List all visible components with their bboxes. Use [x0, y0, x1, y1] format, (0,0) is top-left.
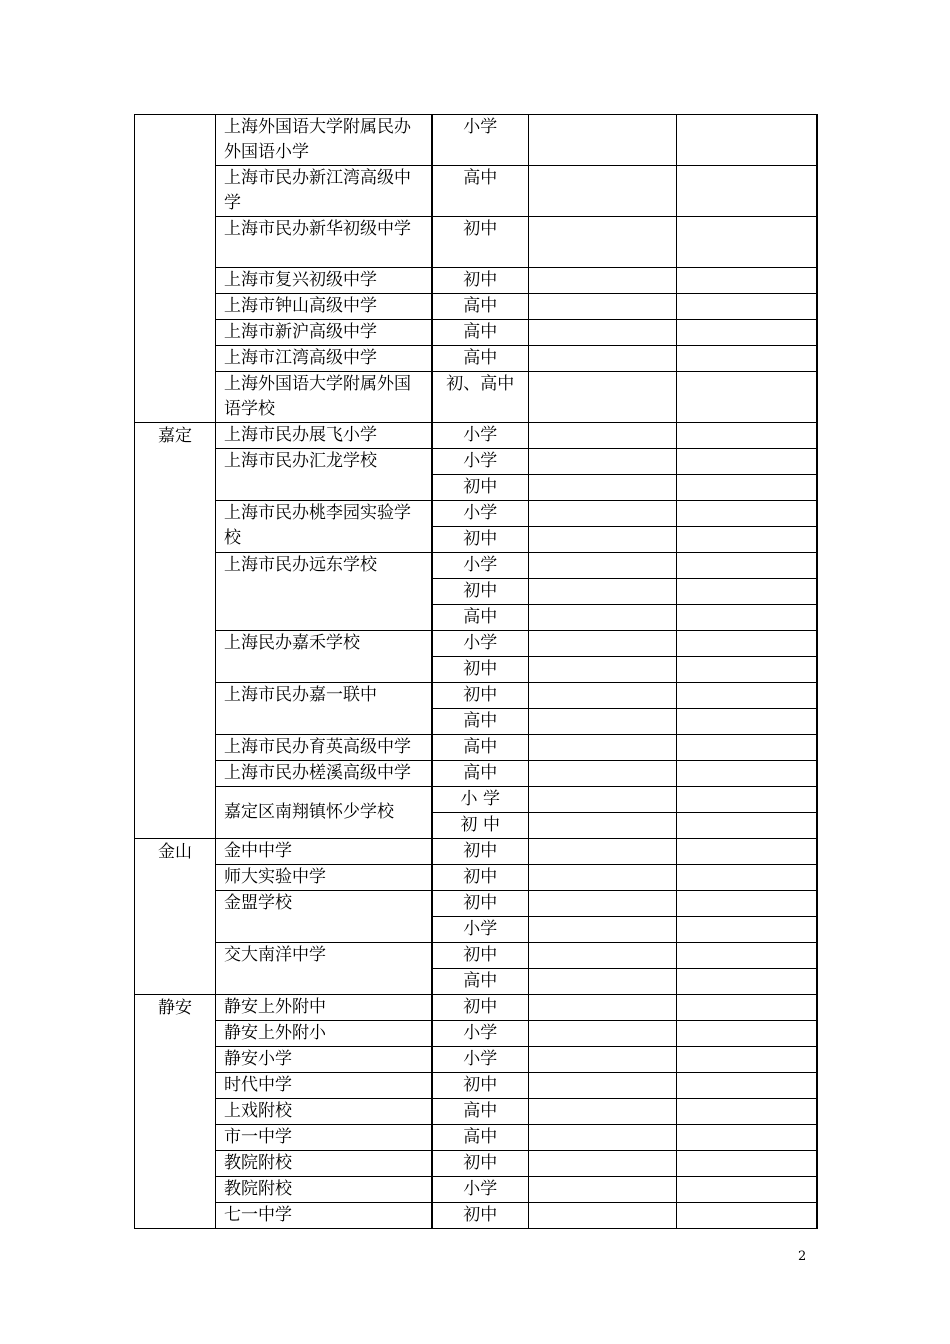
blank-cell [529, 1021, 677, 1047]
level-cell: 小学 [432, 1177, 529, 1203]
school-name-cell: 上海市新沪高级中学 [216, 320, 432, 346]
level-cell: 小学 [432, 553, 529, 579]
table-row [135, 115, 817, 166]
blank-cell [529, 320, 677, 346]
blank-cell [677, 501, 817, 527]
blank-cell [529, 943, 677, 969]
table-row [135, 294, 817, 320]
blank-cell [529, 735, 677, 761]
blank-cell [677, 449, 817, 475]
table-row [135, 839, 817, 865]
blank-cell [677, 917, 817, 943]
blank-cell [529, 1073, 677, 1099]
level-cell: 小学 [432, 1021, 529, 1047]
table-row [135, 423, 817, 449]
table-row [135, 449, 817, 475]
level-cell: 高中 [432, 761, 529, 787]
level-cell: 小学 [432, 423, 529, 449]
level-cell: 初中 [432, 657, 529, 683]
blank-cell [677, 579, 817, 605]
level-cell: 初、高中 [432, 372, 529, 423]
table-row [135, 683, 817, 709]
blank-cell [677, 683, 817, 709]
school-name-cell: 师大实验中学 [216, 865, 432, 891]
blank-cell [677, 969, 817, 995]
blank-cell [677, 1073, 817, 1099]
blank-cell [529, 605, 677, 631]
blank-cell [529, 995, 677, 1021]
level-cell: 高中 [432, 969, 529, 995]
blank-cell [677, 891, 817, 917]
blank-cell [677, 1177, 817, 1203]
school-name-cell: 上海市民办新华初级中学 [216, 217, 432, 268]
blank-cell [677, 839, 817, 865]
district-cell: 嘉定 [135, 423, 216, 839]
blank-cell [677, 115, 817, 166]
school-name-cell: 上海民办嘉禾学校 [216, 631, 432, 683]
blank-cell [529, 969, 677, 995]
blank-cell [529, 475, 677, 501]
blank-cell [677, 423, 817, 449]
blank-cell [529, 346, 677, 372]
district-cell [135, 115, 216, 423]
school-name-cell: 上海市民办展飞小学 [216, 423, 432, 449]
level-cell: 初中 [432, 865, 529, 891]
level-cell: 初中 [432, 527, 529, 553]
table-row [135, 865, 817, 891]
level-cell: 初中 [432, 1151, 529, 1177]
level-cell: 高中 [432, 605, 529, 631]
table-row [135, 1203, 817, 1229]
level-cell: 高中 [432, 320, 529, 346]
blank-cell [677, 1151, 817, 1177]
school-name-cell: 上海市钟山高级中学 [216, 294, 432, 320]
blank-cell [677, 294, 817, 320]
table-row [135, 372, 817, 423]
level-cell: 初中 [432, 579, 529, 605]
blank-cell [529, 217, 677, 268]
blank-cell [529, 372, 677, 423]
blank-cell [677, 995, 817, 1021]
school-name-cell: 教院附校 [216, 1151, 432, 1177]
blank-cell [677, 320, 817, 346]
school-name-cell: 嘉定区南翔镇怀少学校 [216, 787, 432, 839]
table-row [135, 501, 817, 527]
school-name-cell: 上海市民办汇龙学校 [216, 449, 432, 501]
blank-cell [529, 787, 677, 813]
district-cell: 静安 [135, 995, 216, 1229]
blank-cell [529, 761, 677, 787]
blank-cell [529, 917, 677, 943]
school-name-cell: 金中中学 [216, 839, 432, 865]
school-name-cell: 上海外国语大学附属民办外国语小学 [216, 115, 432, 166]
blank-cell [529, 423, 677, 449]
blank-cell [677, 1047, 817, 1073]
school-name-cell: 静安小学 [216, 1047, 432, 1073]
level-cell: 初中 [432, 217, 529, 268]
blank-cell [529, 1203, 677, 1229]
school-name-cell: 上海市民办育英高级中学 [216, 735, 432, 761]
blank-cell [677, 709, 817, 735]
school-name-cell: 上海市民办桃李园实验学校 [216, 501, 432, 553]
blank-cell [529, 1177, 677, 1203]
blank-cell [529, 501, 677, 527]
blank-cell [677, 813, 817, 839]
table-row [135, 1125, 817, 1151]
level-cell: 小学 [432, 1047, 529, 1073]
blank-cell [529, 1047, 677, 1073]
level-cell: 高中 [432, 1125, 529, 1151]
blank-cell [677, 735, 817, 761]
school-name-cell: 金盟学校 [216, 891, 432, 943]
blank-cell [529, 553, 677, 579]
table-row [135, 995, 817, 1021]
school-name-cell: 教院附校 [216, 1177, 432, 1203]
table-row [135, 891, 817, 917]
level-cell: 初中 [432, 683, 529, 709]
blank-cell [677, 1203, 817, 1229]
level-cell: 小学 [432, 501, 529, 527]
level-cell: 初中 [432, 268, 529, 294]
table-row [135, 217, 817, 268]
table-row [135, 1047, 817, 1073]
table-row [135, 1151, 817, 1177]
table-row [135, 787, 817, 813]
table-row [135, 1073, 817, 1099]
blank-cell [677, 268, 817, 294]
table-row [135, 1099, 817, 1125]
blank-cell [677, 657, 817, 683]
table-row [135, 320, 817, 346]
level-cell: 小学 [432, 115, 529, 166]
school-name-cell: 静安上外附中 [216, 995, 432, 1021]
school-name-cell: 上海市民办嘉一联中 [216, 683, 432, 735]
level-cell: 初中 [432, 1203, 529, 1229]
school-name-cell: 上海市复兴初级中学 [216, 268, 432, 294]
blank-cell [529, 166, 677, 217]
level-cell: 初中 [432, 943, 529, 969]
school-name-cell: 上海市民办远东学校 [216, 553, 432, 631]
blank-cell [677, 1099, 817, 1125]
table-row [135, 1177, 817, 1203]
school-name-cell: 静安上外附小 [216, 1021, 432, 1047]
district-cell: 金山 [135, 839, 216, 995]
blank-cell [677, 553, 817, 579]
blank-cell [529, 657, 677, 683]
blank-cell [677, 865, 817, 891]
school-name-cell: 上海市民办槎溪高级中学 [216, 761, 432, 787]
blank-cell [677, 217, 817, 268]
blank-cell [529, 813, 677, 839]
level-cell: 初中 [432, 475, 529, 501]
blank-cell [529, 683, 677, 709]
school-name-cell: 交大南洋中学 [216, 943, 432, 995]
blank-cell [677, 943, 817, 969]
level-cell: 高中 [432, 735, 529, 761]
blank-cell [677, 605, 817, 631]
table-row [135, 735, 817, 761]
blank-cell [529, 839, 677, 865]
table-row [135, 943, 817, 969]
level-cell: 高中 [432, 709, 529, 735]
table-row [135, 631, 817, 657]
blank-cell [529, 294, 677, 320]
blank-cell [677, 761, 817, 787]
blank-cell [529, 631, 677, 657]
page-number: 2 [798, 1249, 807, 1264]
blank-cell [529, 891, 677, 917]
table-row [135, 1021, 817, 1047]
school-name-cell: 时代中学 [216, 1073, 432, 1099]
level-cell: 小学 [432, 917, 529, 943]
blank-cell [677, 631, 817, 657]
table-row [135, 761, 817, 787]
level-cell: 初中 [432, 891, 529, 917]
table-row [135, 553, 817, 579]
blank-cell [529, 527, 677, 553]
blank-cell [677, 1125, 817, 1151]
blank-cell [529, 115, 677, 166]
level-cell: 小学 [432, 631, 529, 657]
blank-cell [677, 166, 817, 217]
level-cell: 高中 [432, 294, 529, 320]
table-row [135, 346, 817, 372]
level-cell: 初中 [432, 1073, 529, 1099]
blank-cell [677, 527, 817, 553]
blank-cell [529, 1151, 677, 1177]
blank-cell [529, 579, 677, 605]
blank-cell [677, 787, 817, 813]
blank-cell [529, 865, 677, 891]
blank-cell [529, 709, 677, 735]
blank-cell [529, 268, 677, 294]
blank-cell [677, 372, 817, 423]
blank-cell [529, 449, 677, 475]
level-cell: 高中 [432, 346, 529, 372]
school-name-cell: 上海市民办新江湾高级中学 [216, 166, 432, 217]
school-table [134, 114, 818, 1229]
school-name-cell: 市一中学 [216, 1125, 432, 1151]
school-name-cell: 上海市江湾高级中学 [216, 346, 432, 372]
level-cell: 高中 [432, 1099, 529, 1125]
school-name-cell: 上海外国语大学附属外国语学校 [216, 372, 432, 423]
blank-cell [677, 475, 817, 501]
level-cell: 小 学 [432, 787, 529, 813]
level-cell: 高中 [432, 166, 529, 217]
blank-cell [529, 1125, 677, 1151]
level-cell: 小学 [432, 449, 529, 475]
table-row [135, 268, 817, 294]
blank-cell [529, 1099, 677, 1125]
level-cell: 初中 [432, 995, 529, 1021]
blank-cell [677, 1021, 817, 1047]
table-row [135, 166, 817, 217]
level-cell: 初中 [432, 839, 529, 865]
school-name-cell: 上戏附校 [216, 1099, 432, 1125]
blank-cell [677, 346, 817, 372]
level-cell: 初 中 [432, 813, 529, 839]
school-name-cell: 七一中学 [216, 1203, 432, 1229]
